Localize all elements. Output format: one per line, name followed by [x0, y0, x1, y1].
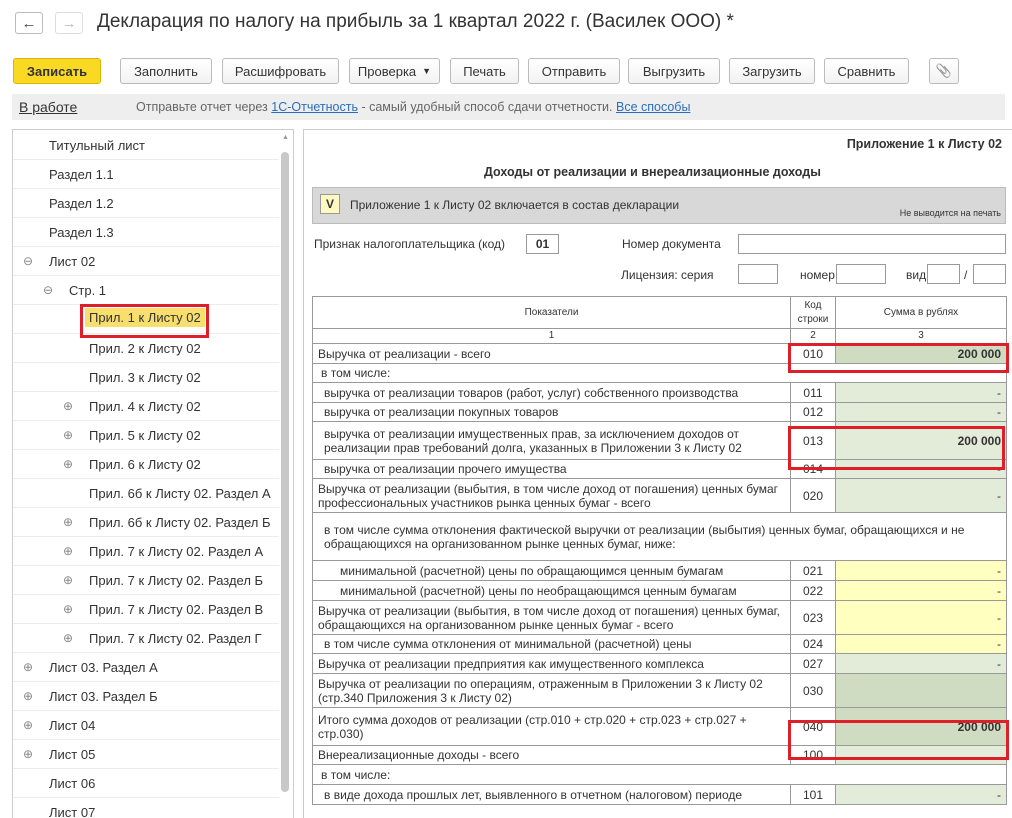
tree-item[interactable]	[13, 335, 279, 363]
tree-item-label: Прил. 6б к Листу 02. Раздел Б	[89, 515, 271, 530]
table-row	[313, 708, 1007, 746]
tree-item-label: Прил. 7 к Листу 02. Раздел В	[89, 602, 264, 617]
collapse-icon[interactable]: ⊖	[43, 283, 54, 297]
all-methods-link[interactable]: Все способы	[615, 100, 691, 114]
status-link[interactable]: В работе	[19, 99, 78, 115]
tree-item-label: Прил. 1 к Листу 02	[85, 308, 205, 327]
info-bar	[12, 94, 1005, 120]
forward-button[interactable]	[55, 12, 83, 34]
tree-item-label: Прил. 3 к Листу 02	[89, 370, 201, 385]
line-code: 027	[791, 654, 836, 674]
check-dropdown-button[interactable]	[349, 58, 440, 84]
col-number-3: 3	[836, 329, 1007, 344]
window-title: Декларация по налогу на прибыль за 1 квартал 2022 г. (Василек ООО) *	[97, 11, 734, 32]
expand-icon[interactable]: ⊕	[63, 573, 74, 587]
indicator-label: в том числе:	[313, 364, 1007, 383]
tree-item[interactable]	[13, 364, 279, 392]
col-sum-header: Сумма в рублях	[836, 297, 1007, 329]
indicator-label: выручка от реализации прочего имущества	[313, 460, 791, 479]
sum-field[interactable]: -	[836, 561, 1007, 581]
tree-item-label: Прил. 7 к Листу 02. Раздел Г	[89, 631, 262, 646]
table-row	[313, 601, 1007, 635]
line-code: 024	[791, 635, 836, 654]
expand-icon[interactable]: ⊕	[23, 689, 34, 703]
table-row	[313, 785, 1007, 805]
sum-field[interactable]: -	[836, 383, 1007, 403]
attach-button[interactable]	[929, 58, 959, 84]
tree-item-label: Прил. 4 к Листу 02	[89, 399, 201, 414]
indicator-label: Итого сумма доходов от реализации (стр.010 + стр.020 + стр.023 + стр.027 + стр.030)	[313, 708, 791, 746]
tree-item[interactable]	[13, 161, 279, 189]
expand-icon[interactable]: ⊕	[63, 457, 74, 471]
form-title: Доходы от реализации и внереализационные доходы	[484, 165, 821, 179]
tree-item[interactable]	[13, 596, 279, 624]
indicator-label: минимальной (расчетной) цены по обращающимся ценным бумагам	[313, 561, 791, 581]
sum-field[interactable]: -	[836, 785, 1007, 805]
1c-reporting-link[interactable]: 1С-Отчетность	[271, 100, 358, 114]
fill-button[interactable]: Заполнить	[120, 58, 212, 84]
license-type-field[interactable]	[927, 264, 960, 284]
expand-icon[interactable]: ⊕	[23, 660, 34, 674]
tree-item[interactable]	[13, 683, 279, 711]
tree-item[interactable]	[13, 741, 279, 769]
license-type-label: вид	[906, 268, 927, 282]
line-code: 022	[791, 581, 836, 601]
sum-field[interactable]: -	[836, 479, 1007, 513]
no-print-note: Не выводится на печать	[899, 208, 1001, 218]
tree-item-label: Стр. 1	[69, 283, 107, 298]
license-number-label: номер	[800, 268, 835, 282]
line-code: 020	[791, 479, 836, 513]
tree-item-label: Лист 03. Раздел А	[49, 660, 158, 675]
table-row	[313, 479, 1007, 513]
sum-field[interactable]: -	[836, 460, 1007, 479]
table-row	[313, 513, 1007, 561]
license-series-label: Лицензия: серия	[621, 268, 714, 282]
expand-icon[interactable]: ⊕	[23, 718, 34, 732]
expand-icon[interactable]: ⊕	[23, 747, 34, 761]
indicator-label: Выручка от реализации (выбытия, в том числе доход от погашения) ценных бумаг, обращающихся на организованном рынке ценных бумаг - всего	[313, 601, 791, 635]
table-row	[313, 364, 1007, 383]
sum-field[interactable]: 200 000	[836, 422, 1007, 460]
taxpayer-code-field[interactable]: 01	[526, 234, 559, 254]
info-middle: - самый удобный способ сдачи отчетности.	[357, 100, 616, 114]
col-code-header: Код строки	[791, 297, 836, 329]
tree-item[interactable]	[13, 422, 279, 450]
sum-field[interactable]	[836, 674, 1007, 708]
col-indicators-header: Показатели	[313, 297, 791, 329]
tree-item[interactable]	[13, 625, 279, 653]
expand-icon[interactable]: ⊕	[63, 544, 74, 558]
tree-item-label: Прил. 6б к Листу 02. Раздел А	[89, 486, 271, 501]
indicator-label: Выручка от реализации (выбытия, в том числе доход от погашения) ценных бумаг профессиональных участников рынка ценных бумаг - всего	[313, 479, 791, 513]
indicator-label: в том числе сумма отклонения от минимальной (расчетной) цены	[313, 635, 791, 654]
indicator-label: Внереализационные доходы - всего	[313, 746, 791, 765]
indicator-label: выручка от реализации покупных товаров	[313, 403, 791, 422]
tree-item-label: Прил. 7 к Листу 02. Раздел А	[89, 544, 264, 559]
tree-item[interactable]	[13, 248, 279, 276]
expand-icon[interactable]: ⊕	[63, 515, 74, 529]
sum-field[interactable]: -	[836, 581, 1007, 601]
table-row	[313, 765, 1007, 785]
table-row	[313, 581, 1007, 601]
include-checkbox[interactable]: V	[320, 194, 340, 214]
tree-item[interactable]	[13, 219, 279, 247]
tree-item-label: Прил. 2 к Листу 02	[89, 341, 201, 356]
tree-item-label: Титульный лист	[49, 138, 146, 153]
tree-item[interactable]	[13, 509, 279, 537]
line-code: 010	[791, 344, 836, 364]
check-button-label: Проверка	[357, 63, 417, 79]
tree-item-label: Прил. 7 к Листу 02. Раздел Б	[89, 573, 264, 588]
license-number-field[interactable]	[836, 264, 886, 284]
line-code: 023	[791, 601, 836, 635]
line-code: 012	[791, 403, 836, 422]
sum-field[interactable]: 200 000	[836, 708, 1007, 746]
line-code: 014	[791, 460, 836, 479]
tree-item-label: Лист 03. Раздел Б	[49, 689, 158, 704]
expand-icon[interactable]: ⊕	[63, 399, 74, 413]
table-row	[313, 383, 1007, 403]
table-row	[313, 344, 1007, 364]
info-message	[136, 100, 690, 114]
license-series-field[interactable]	[738, 264, 778, 284]
col-number-2: 2	[791, 329, 836, 344]
slash-separator: /	[964, 268, 968, 282]
tree-item[interactable]	[13, 451, 279, 479]
tree-item-label: Лист 07	[49, 805, 96, 818]
tree-item[interactable]	[13, 480, 279, 508]
tree-item[interactable]	[13, 393, 279, 421]
indicator-label: минимальной (расчетной) цены по необращающимся ценным бумагам	[313, 581, 791, 601]
indicator-label: в виде дохода прошлых лет, выявленного в отчетном (налоговом) периоде	[313, 785, 791, 805]
tree-item-label: Раздел 1.3	[49, 225, 114, 240]
appendix-title: Приложение 1 к Листу 02	[846, 137, 1002, 151]
back-button[interactable]	[15, 12, 43, 34]
tree-item-label: Прил. 5 к Листу 02	[89, 428, 201, 443]
indicator-label: выручка от реализации товаров (работ, услуг) собственного производства	[313, 383, 791, 403]
doc-number-label: Номер документа	[622, 237, 721, 251]
load-button[interactable]: Загрузить	[729, 58, 815, 84]
line-code: 011	[791, 383, 836, 403]
tree-item-label: Раздел 1.1	[49, 167, 114, 182]
sum-field[interactable]: -	[836, 403, 1007, 422]
column-number-row	[313, 329, 1007, 344]
tree-item[interactable]	[13, 567, 279, 595]
tree-item[interactable]	[13, 799, 279, 818]
include-label: Приложение 1 к Листу 02 включается в состав декларации	[350, 198, 680, 212]
include-panel	[312, 187, 1006, 224]
tree-item-label: Лист 02	[49, 254, 96, 269]
table-row	[313, 635, 1007, 654]
tree-item[interactable]	[13, 277, 279, 305]
table-row	[313, 561, 1007, 581]
line-code: 100	[791, 746, 836, 765]
tree-item-label: Лист 05	[49, 747, 96, 762]
table-row	[313, 674, 1007, 708]
table-row	[313, 654, 1007, 674]
decode-button[interactable]: Расшифровать	[222, 58, 339, 84]
info-prefix: Отправьте отчет через	[136, 100, 272, 114]
tree-item[interactable]	[13, 712, 279, 740]
sum-field[interactable]: -	[836, 635, 1007, 654]
line-code: 040	[791, 708, 836, 746]
tree-item[interactable]	[13, 770, 279, 798]
sum-field[interactable]: 200 000	[836, 344, 1007, 364]
line-code: 013	[791, 422, 836, 460]
caret-down-icon: ▼	[422, 66, 432, 76]
arrow-left-icon: ←	[21, 14, 37, 32]
expand-icon[interactable]: ⊕	[63, 602, 74, 616]
send-button[interactable]: Отправить	[528, 58, 620, 84]
table-header-row	[313, 297, 1007, 329]
expand-icon[interactable]: ⊕	[63, 631, 74, 645]
indicators-table	[312, 296, 1007, 805]
tree-item-label: Лист 04	[49, 718, 96, 733]
indicator-label: Выручка от реализации - всего	[313, 344, 791, 364]
line-code: 101	[791, 785, 836, 805]
indicator-label: в том числе:	[313, 765, 1007, 785]
upload-button[interactable]: Выгрузить	[628, 58, 720, 84]
tree-item[interactable]	[13, 306, 279, 334]
paperclip-icon: 📎	[935, 63, 953, 78]
tree-item[interactable]	[13, 190, 279, 218]
indicator-label: в том числе сумма отклонения фактической выручки от реализации (выбытия) ценных бумаг, обращающихся и не обращающихся на организованном рынке ценных бумаг, ниже:	[313, 513, 1007, 561]
print-button[interactable]: Печать	[450, 58, 519, 84]
expand-icon[interactable]: ⊕	[63, 428, 74, 442]
scroll-up-icon[interactable]: ▲	[282, 134, 289, 141]
indicator-label: Выручка от реализации предприятия как имущественного комплекса	[313, 654, 791, 674]
tree-item[interactable]	[13, 654, 279, 682]
sections-tree	[12, 129, 294, 818]
arrow-right-icon: →	[61, 14, 77, 32]
sum-field[interactable]: -	[836, 601, 1007, 635]
table-row	[313, 422, 1007, 460]
table-row	[313, 403, 1007, 422]
tree-item-label: Прил. 6 к Листу 02	[89, 457, 201, 472]
tree-scrollbar[interactable]	[281, 152, 289, 792]
line-code: 030	[791, 674, 836, 708]
taxpayer-label: Признак налогоплательщика (код)	[314, 237, 505, 251]
table-row	[313, 460, 1007, 479]
indicator-label: Выручка от реализации по операциям, отраженным в Приложении 3 к Листу 02 (стр.340 Приложения 3 к Листу 02)	[313, 674, 791, 708]
table-row	[313, 746, 1007, 765]
indicator-label: выручка от реализации имущественных прав, за исключением доходов от реализации прав требований долга, указанных в Приложении 3 к Листу 02	[313, 422, 791, 460]
doc-number-field[interactable]	[738, 234, 1006, 254]
sum-field[interactable]	[836, 746, 1007, 765]
license-type-field-2[interactable]	[973, 264, 1006, 284]
line-code: 021	[791, 561, 836, 581]
tree-item-label: Раздел 1.2	[49, 196, 114, 211]
sum-field[interactable]: -	[836, 654, 1007, 674]
compare-button[interactable]: Сравнить	[824, 58, 909, 84]
save-button[interactable]: Записать	[13, 58, 101, 84]
col-number-1: 1	[313, 329, 791, 344]
tree-item[interactable]	[13, 538, 279, 566]
tree-item-label: Лист 06	[49, 776, 96, 791]
form-area	[303, 129, 1012, 818]
collapse-icon[interactable]: ⊖	[23, 254, 34, 268]
tree-item[interactable]	[13, 132, 279, 160]
